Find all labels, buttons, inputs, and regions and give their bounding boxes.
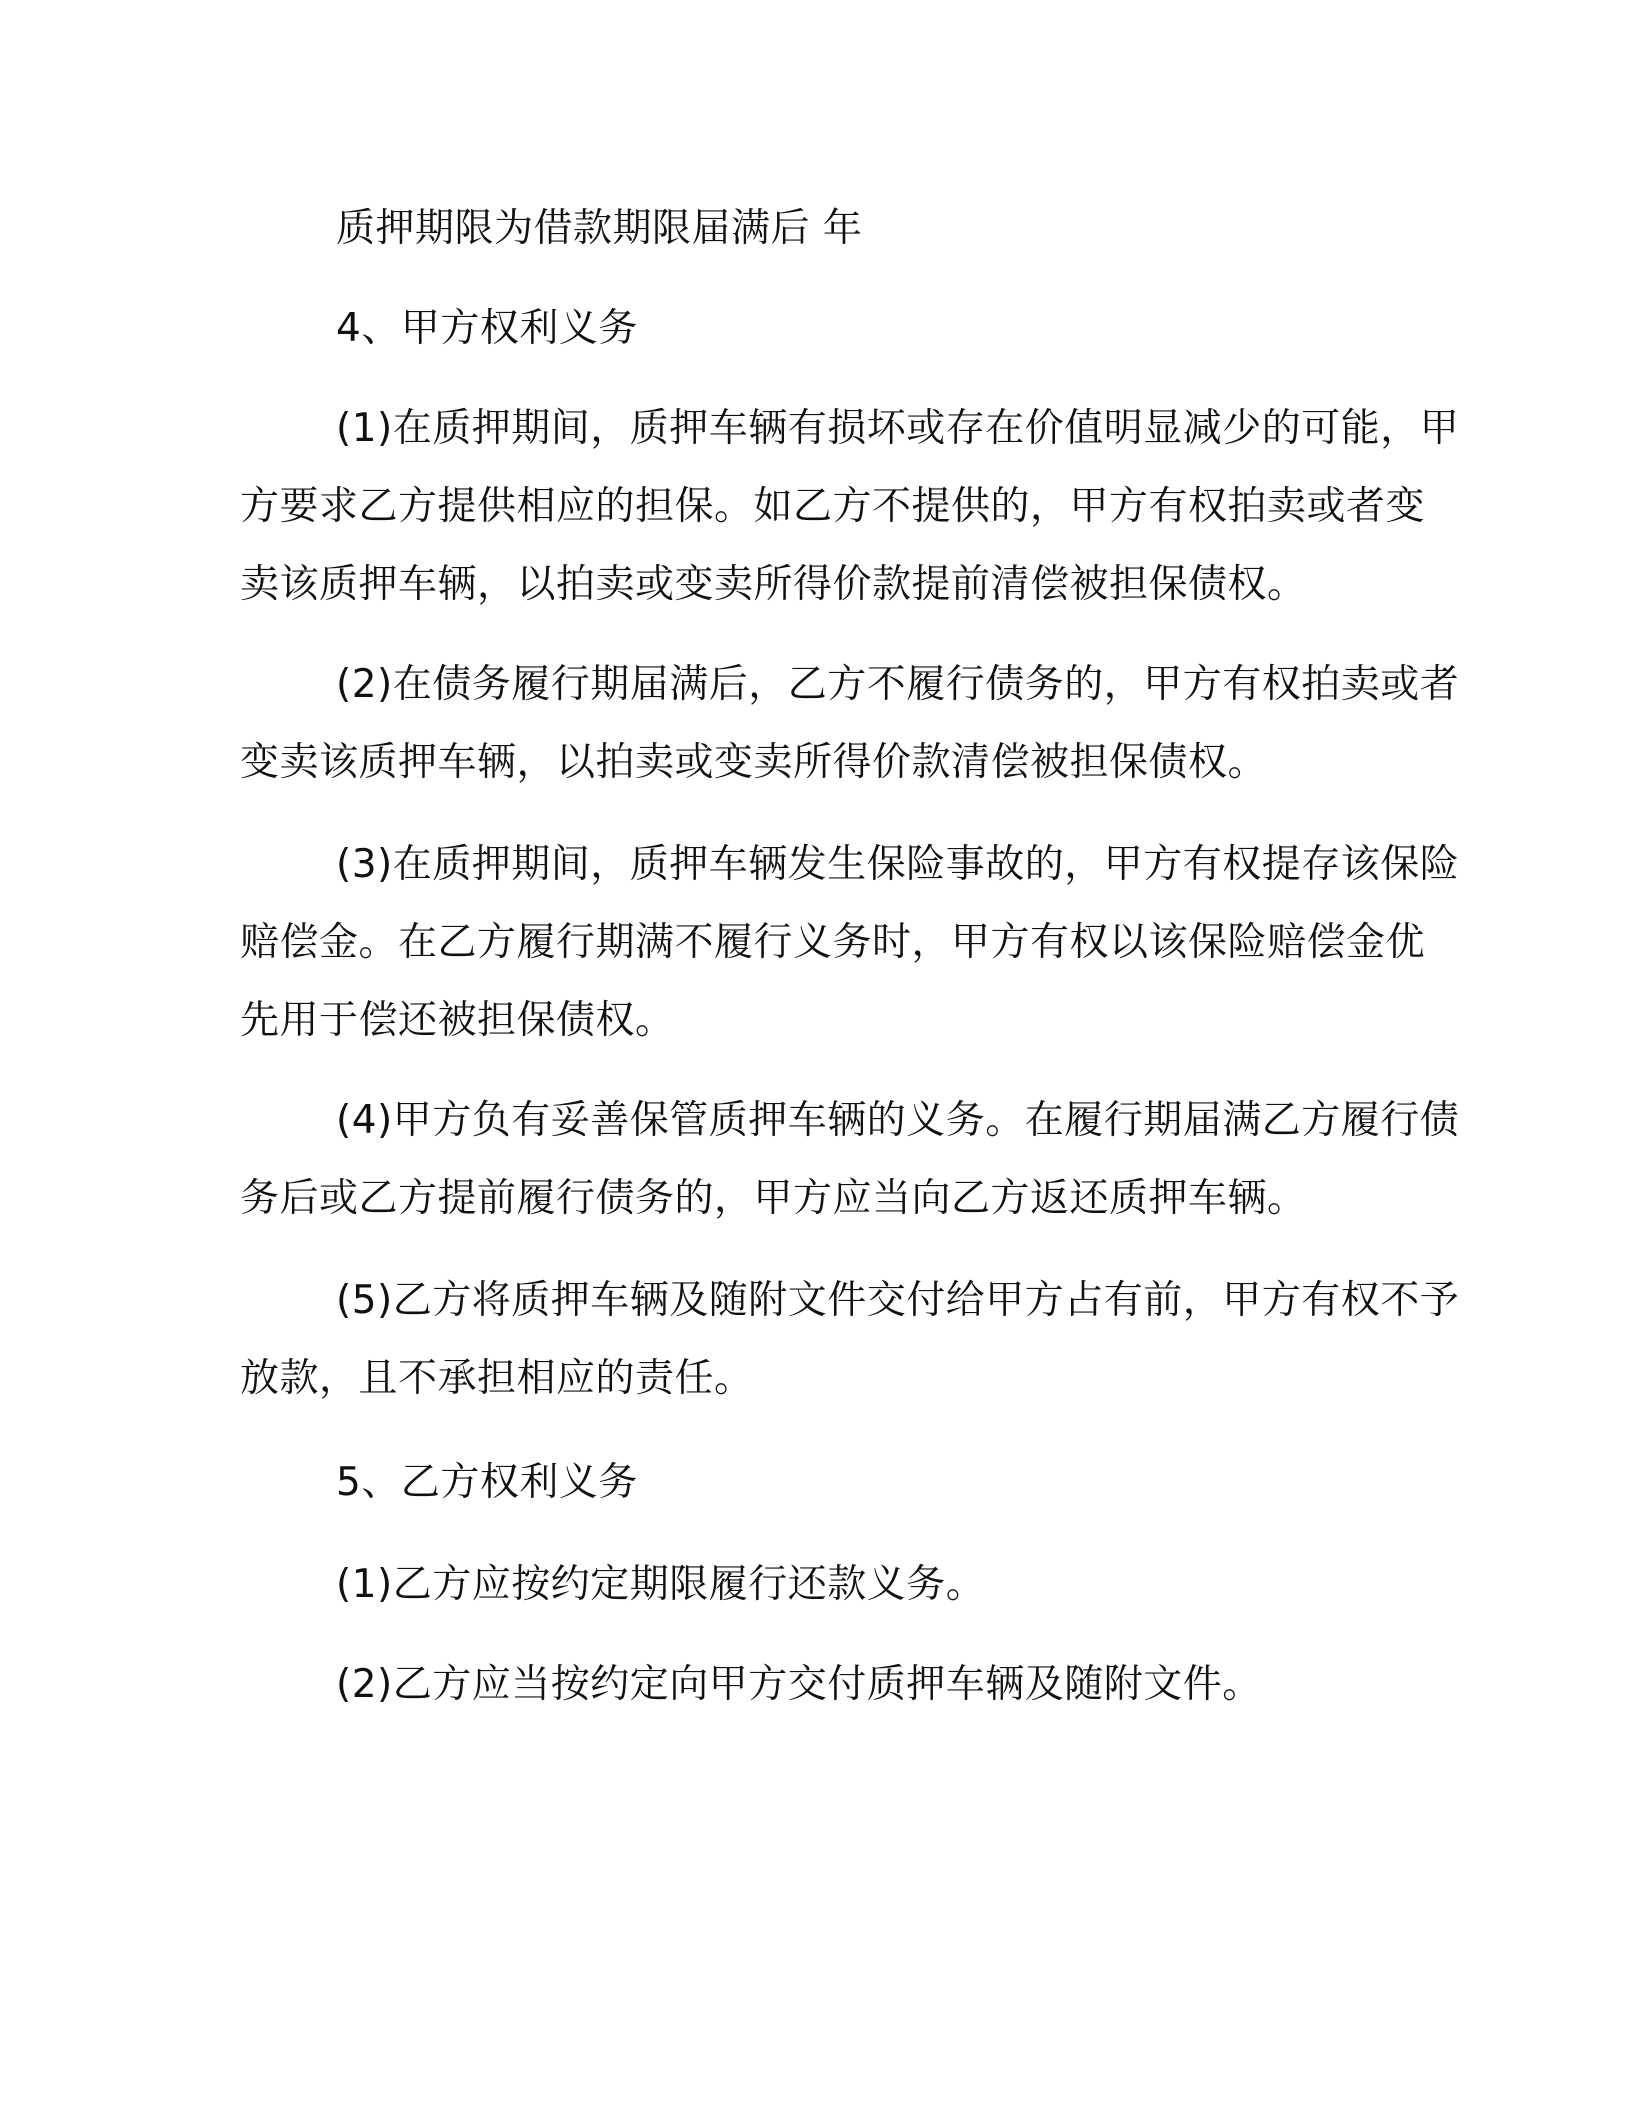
text-line: 放款，且不承担相应的责任。 xyxy=(240,1356,754,1401)
text-line: 变卖该质押车辆，以拍卖或变卖所得价款清偿被担保债权。 xyxy=(240,740,1268,785)
text-line: 赔偿金。在乙方履行期满不履行义务时，甲方有权以该保险赔偿金优 xyxy=(240,920,1426,965)
text-line: (1)在质押期间，质押车辆有损坏或存在价值明显减少的可能，甲 xyxy=(336,406,1460,451)
paragraph-b-2 xyxy=(240,1646,1400,1724)
paragraph-a-1 xyxy=(240,390,1460,624)
paragraph-a-4 xyxy=(240,1082,1460,1238)
text-line: 4、甲方权利义务 xyxy=(336,306,638,351)
text-line: (1)乙方应按约定期限履行还款义务。 xyxy=(336,1562,986,1607)
paragraph-pledge-term xyxy=(240,190,1400,268)
paragraph-b-1 xyxy=(240,1546,1400,1624)
text-line: 卖该质押车辆，以拍卖或变卖所得价款提前清偿被担保债权。 xyxy=(240,562,1307,607)
text-line: 务后或乙方提前履行债务的，甲方应当向乙方返还质押车辆。 xyxy=(240,1176,1307,1221)
heading-party-a-rights xyxy=(240,290,1400,368)
paragraph-a-2 xyxy=(240,646,1460,802)
paragraph-a-3 xyxy=(240,826,1460,1060)
text-line: (4)甲方负有妥善保管质押车辆的义务。在履行期届满乙方履行债 xyxy=(336,1098,1460,1143)
text-line: 方要求乙方提供相应的担保。如乙方不提供的，甲方有权拍卖或者变 xyxy=(240,484,1426,529)
text-line: 先用于偿还被担保债权。 xyxy=(240,998,675,1043)
text-line: 质押期限为借款期限届满后 年 xyxy=(336,206,863,251)
heading-party-b-rights xyxy=(240,1444,1400,1522)
text-line: 5、乙方权利义务 xyxy=(336,1460,638,1505)
text-line: (3)在质押期间，质押车辆发生保险事故的，甲方有权提存该保险 xyxy=(336,842,1460,887)
text-line: (2)在债务履行期届满后，乙方不履行债务的，甲方有权拍卖或者 xyxy=(336,662,1460,707)
paragraph-a-5 xyxy=(240,1262,1460,1418)
text-line: (2)乙方应当按约定向甲方交付质押车辆及随附文件。 xyxy=(336,1662,1262,1707)
text-line: (5)乙方将质押车辆及随附文件交付给甲方占有前，甲方有权不予 xyxy=(336,1278,1460,1323)
